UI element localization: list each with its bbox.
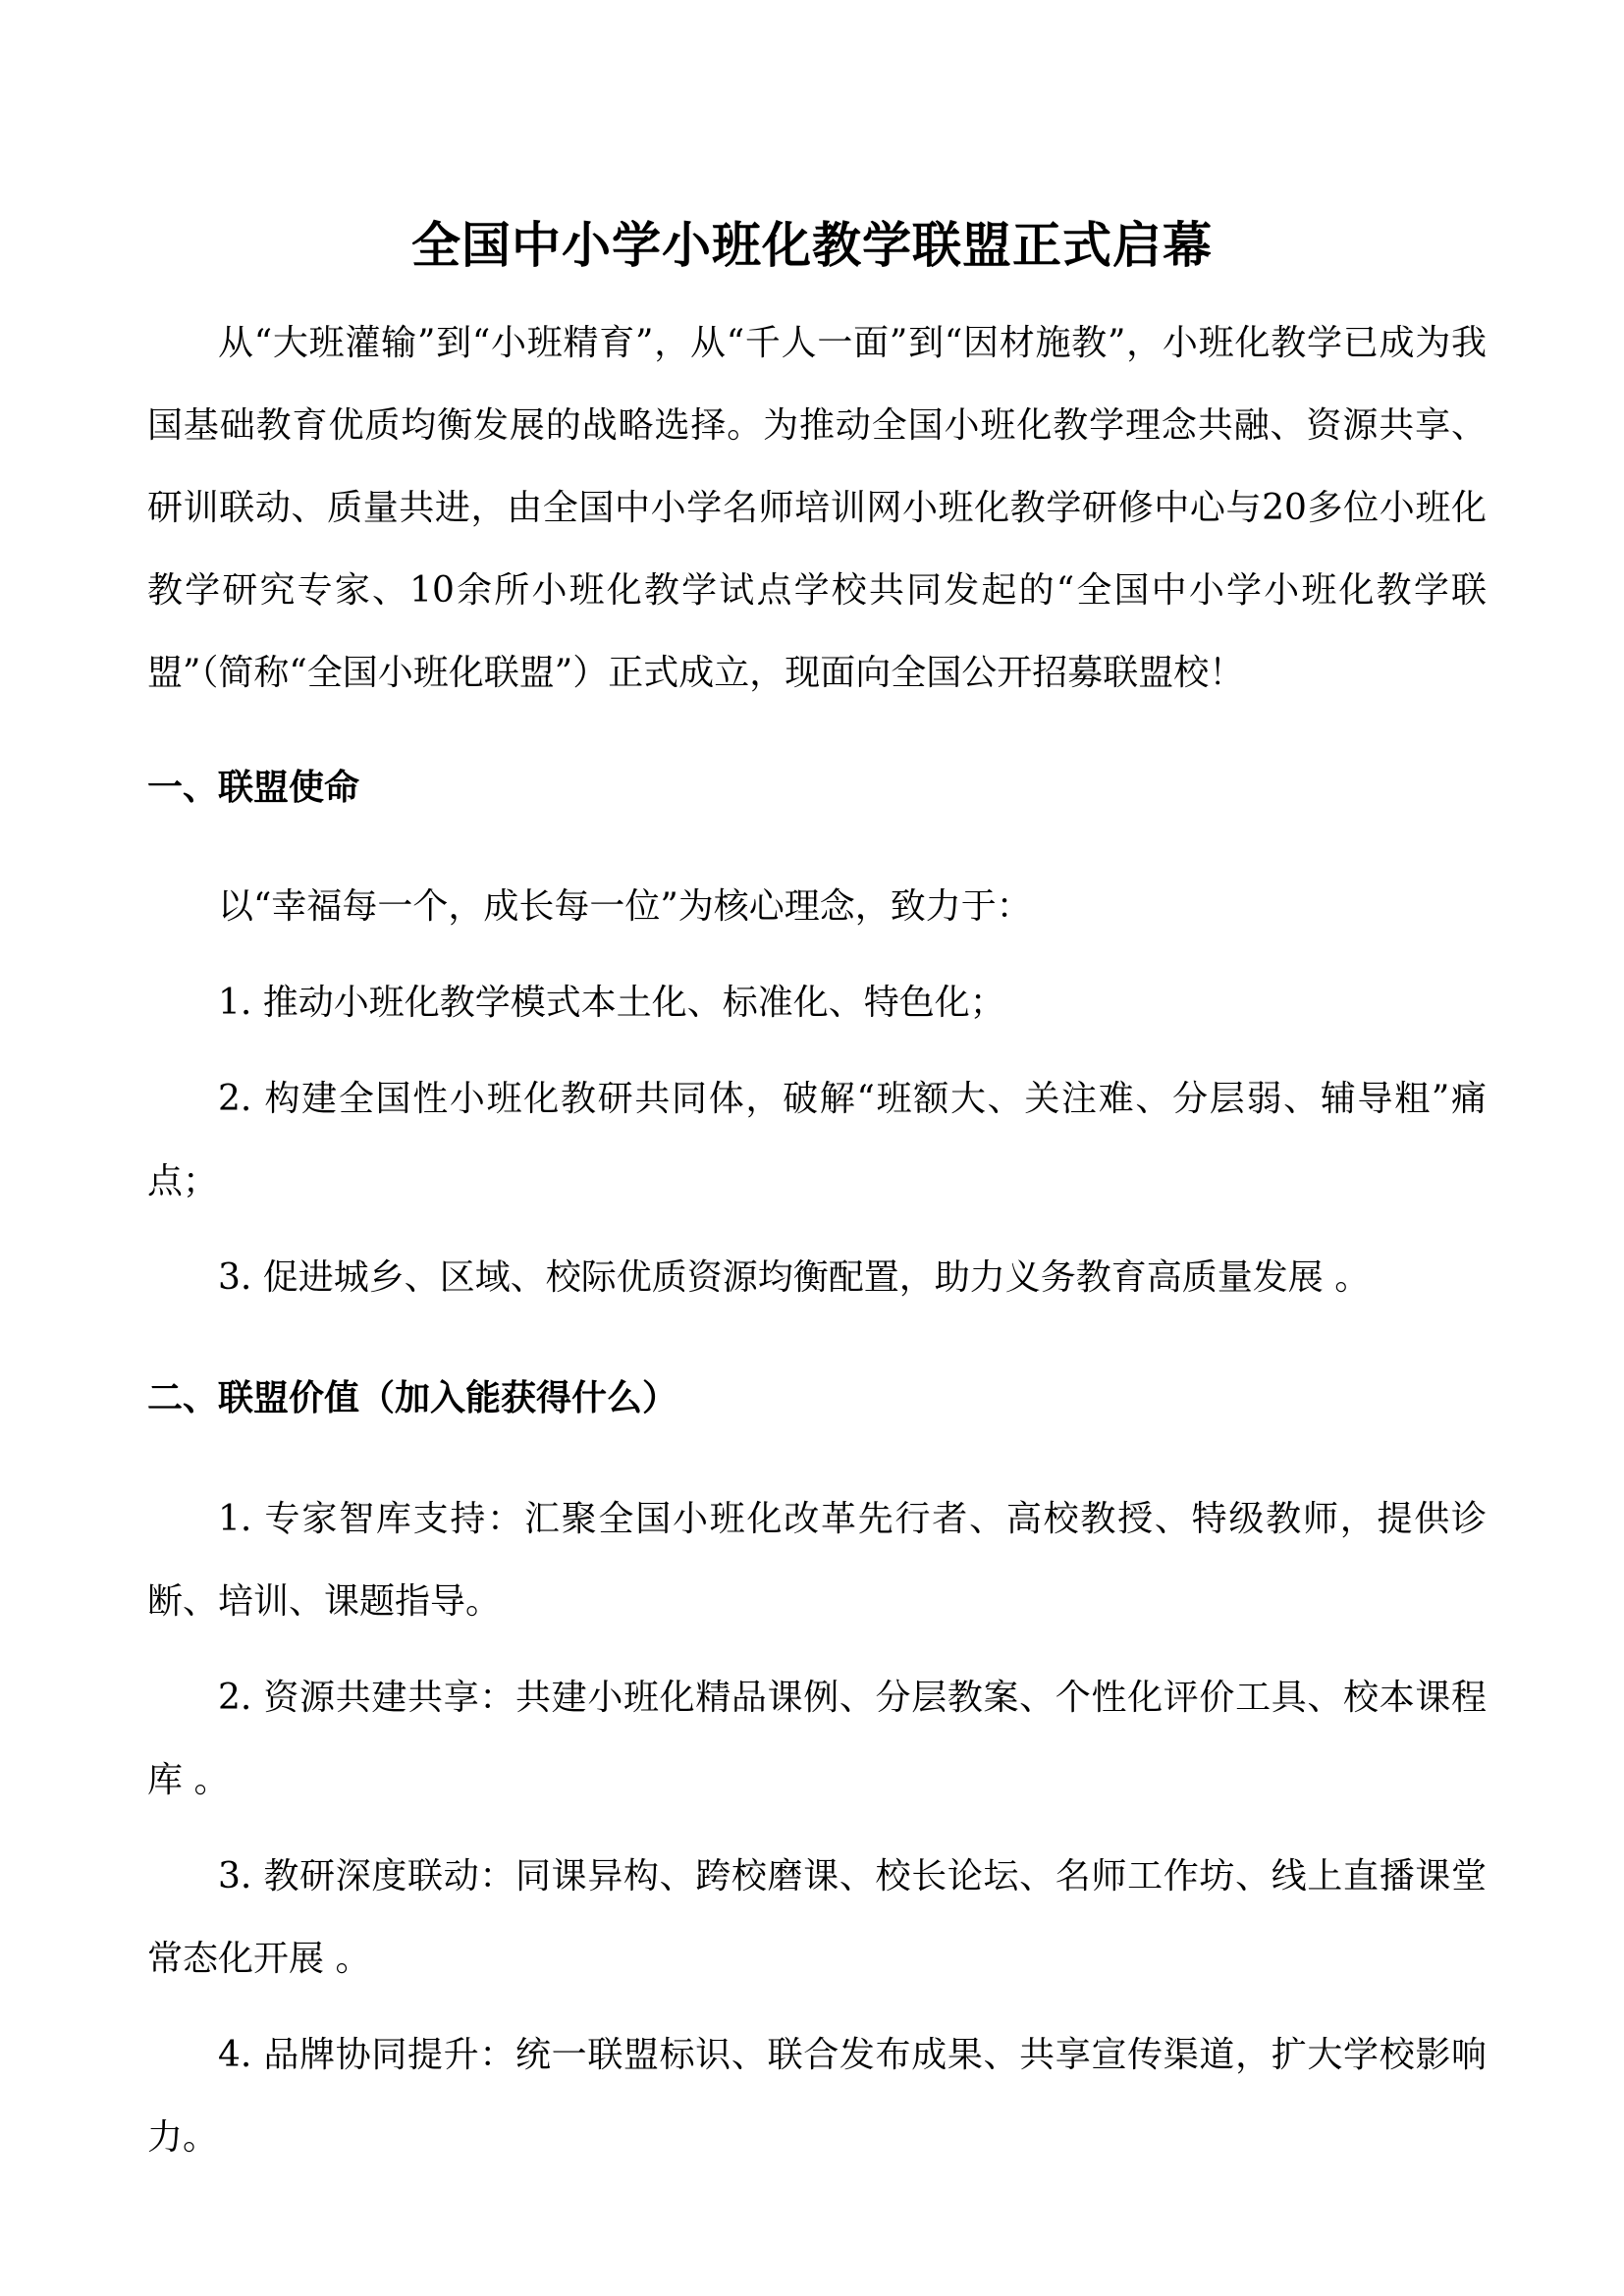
mission-item: 3. 促进城乡、区域、校际优质资源均衡配置，助力义务教育高质量发展 。 [218, 1257, 1371, 1298]
section-heading-mission: 一、联盟使命 [147, 767, 360, 808]
mission-item: 2. 构建全国性小班化教研共同体，破解“班额大、关注难、分层弱、辅导粗”痛点； [147, 1079, 1487, 1201]
intro-paragraph: 从“大班灌输”到“小班精育”，从“千人一面”到“因材施教”，小班化教学已成为我国基础教育优质均衡发展的战略选择。为推动全国小班化教学理念共融、资源共享、研训联动、质量共进，由全国中小学名师培训网小班化教学研修中心与20多位小班化教学研究专家、10余所小班化教学试点学校共同发起的“全国中小学小班化教学联盟”（简称“全国小班化联盟”）正式成立，现面向全国公开招募联盟校！ [147, 323, 1487, 693]
value-item: 2. 资源共建共享：共建小班化精品课例、分层教案、个性化评价工具、校本课程库 。 [147, 1678, 1487, 1800]
value-item: 3. 教研深度联动：同课异构、跨校磨课、校长论坛、名师工作坊、线上直播课堂常态化开展 。 [147, 1856, 1487, 1979]
document-body [147, 302, 1487, 2179]
mission-item: 1. 推动小班化教学模式本土化、标准化、特色化； [218, 983, 1005, 1023]
value-item: 1. 专家智库支持：汇聚全国小班化改革先行者、高校教授、特级教师，提供诊断、培训、课题指导。 [147, 1499, 1487, 1622]
document-title: 全国中小学小班化教学联盟正式启幕 [411, 216, 1213, 274]
section-heading-value: 二、联盟价值（加入能获得什么） [147, 1377, 678, 1418]
value-item: 4. 品牌协同提升：统一联盟标识、联合发布成果、共享宣传渠道，扩大学校影响力。 [147, 2035, 1487, 2158]
mission-lead: 以“幸福每一个，成长每一位”为核心理念，致力于： [218, 886, 1032, 927]
